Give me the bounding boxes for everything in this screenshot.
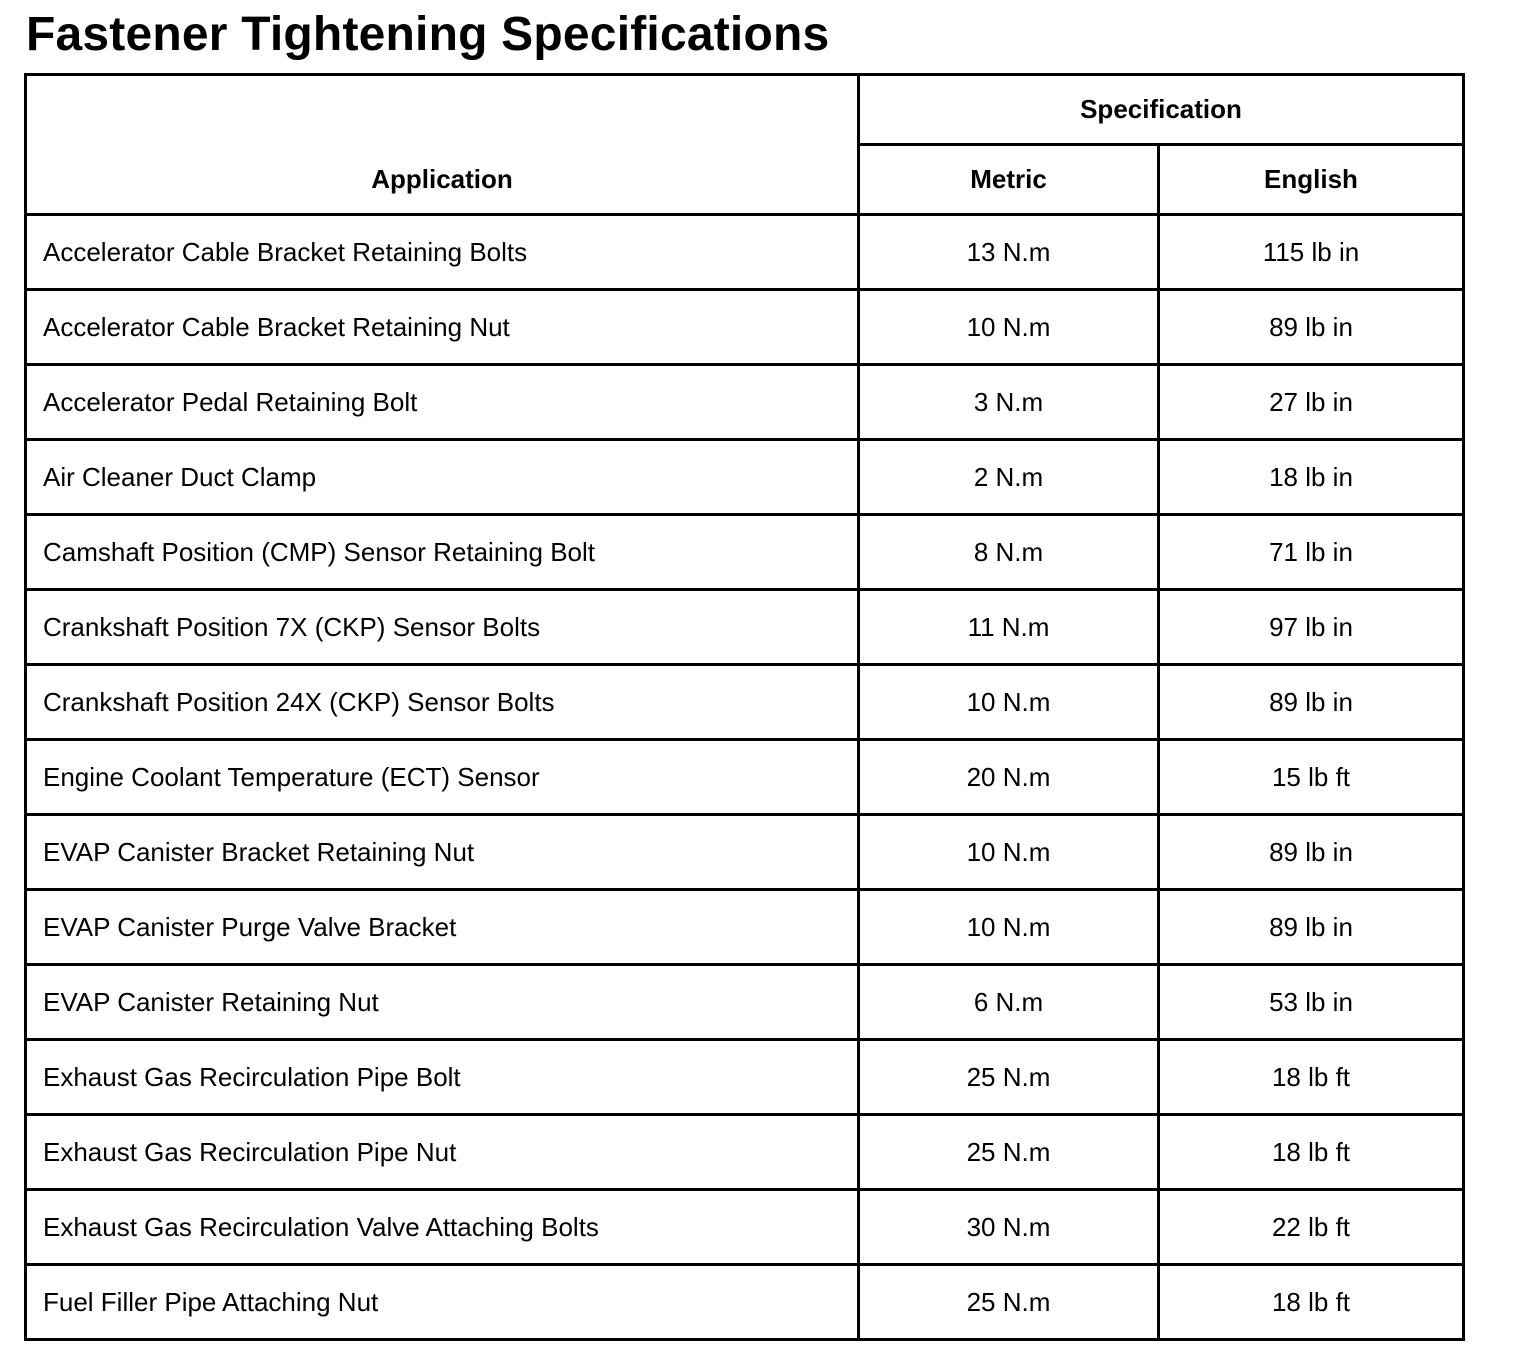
english-value-cell: 22 lb ft	[1159, 1190, 1464, 1265]
application-cell: Crankshaft Position 24X (CKP) Sensor Bolts	[26, 665, 859, 740]
table-row	[26, 215, 1464, 290]
application-cell: EVAP Canister Bracket Retaining Nut	[26, 815, 859, 890]
table-row	[26, 965, 1464, 1040]
metric-value-cell: 25 N.m	[859, 1040, 1159, 1115]
application-cell: Crankshaft Position 7X (CKP) Sensor Bolts	[26, 590, 859, 665]
english-value-cell: 89 lb in	[1159, 890, 1464, 965]
metric-value-cell: 10 N.m	[859, 665, 1159, 740]
table-row	[26, 1040, 1464, 1115]
table-row	[26, 365, 1464, 440]
metric-value-cell: 11 N.m	[859, 590, 1159, 665]
english-value-cell: 71 lb in	[1159, 515, 1464, 590]
table-row	[26, 740, 1464, 815]
english-value-cell: 18 lb ft	[1159, 1265, 1464, 1340]
metric-value-cell: 10 N.m	[859, 815, 1159, 890]
header-row-top	[26, 75, 1464, 145]
fastener-spec-table	[24, 73, 1465, 1341]
english-value-cell: 89 lb in	[1159, 290, 1464, 365]
metric-column-header: Metric	[859, 145, 1159, 215]
specification-column-header: Specification	[859, 75, 1464, 145]
metric-value-cell: 3 N.m	[859, 365, 1159, 440]
application-cell: Exhaust Gas Recirculation Pipe Bolt	[26, 1040, 859, 1115]
application-cell: EVAP Canister Retaining Nut	[26, 965, 859, 1040]
table-row	[26, 590, 1464, 665]
english-column-header: English	[1159, 145, 1464, 215]
table-row	[26, 890, 1464, 965]
metric-value-cell: 8 N.m	[859, 515, 1159, 590]
table-row	[26, 515, 1464, 590]
table-row	[26, 1265, 1464, 1340]
english-value-cell: 15 lb ft	[1159, 740, 1464, 815]
table-row	[26, 1190, 1464, 1265]
application-column-header: Application	[26, 75, 859, 215]
english-value-cell: 27 lb in	[1159, 365, 1464, 440]
english-value-cell: 89 lb in	[1159, 665, 1464, 740]
table-body	[26, 215, 1464, 1340]
application-cell: Fuel Filler Pipe Attaching Nut	[26, 1265, 859, 1340]
metric-value-cell: 6 N.m	[859, 965, 1159, 1040]
metric-value-cell: 20 N.m	[859, 740, 1159, 815]
table-row	[26, 665, 1464, 740]
application-cell: Exhaust Gas Recirculation Valve Attaching Bolts	[26, 1190, 859, 1265]
application-cell: Accelerator Cable Bracket Retaining Bolts	[26, 215, 859, 290]
application-cell: Air Cleaner Duct Clamp	[26, 440, 859, 515]
english-value-cell: 18 lb ft	[1159, 1040, 1464, 1115]
application-cell: Exhaust Gas Recirculation Pipe Nut	[26, 1115, 859, 1190]
table-row	[26, 815, 1464, 890]
application-cell: Camshaft Position (CMP) Sensor Retaining Bolt	[26, 515, 859, 590]
application-cell: Accelerator Pedal Retaining Bolt	[26, 365, 859, 440]
table-header	[26, 75, 1464, 215]
application-cell: Accelerator Cable Bracket Retaining Nut	[26, 290, 859, 365]
metric-value-cell: 10 N.m	[859, 290, 1159, 365]
english-value-cell: 97 lb in	[1159, 590, 1464, 665]
table-row	[26, 290, 1464, 365]
english-value-cell: 89 lb in	[1159, 815, 1464, 890]
english-value-cell: 18 lb in	[1159, 440, 1464, 515]
page-title: Fastener Tightening Specifications	[26, 8, 830, 61]
english-value-cell: 18 lb ft	[1159, 1115, 1464, 1190]
metric-value-cell: 25 N.m	[859, 1115, 1159, 1190]
metric-value-cell: 2 N.m	[859, 440, 1159, 515]
application-cell: Engine Coolant Temperature (ECT) Sensor	[26, 740, 859, 815]
table-row	[26, 1115, 1464, 1190]
metric-value-cell: 30 N.m	[859, 1190, 1159, 1265]
metric-value-cell: 25 N.m	[859, 1265, 1159, 1340]
metric-value-cell: 10 N.m	[859, 890, 1159, 965]
application-cell: EVAP Canister Purge Valve Bracket	[26, 890, 859, 965]
table-row	[26, 440, 1464, 515]
english-value-cell: 115 lb in	[1159, 215, 1464, 290]
metric-value-cell: 13 N.m	[859, 215, 1159, 290]
english-value-cell: 53 lb in	[1159, 965, 1464, 1040]
